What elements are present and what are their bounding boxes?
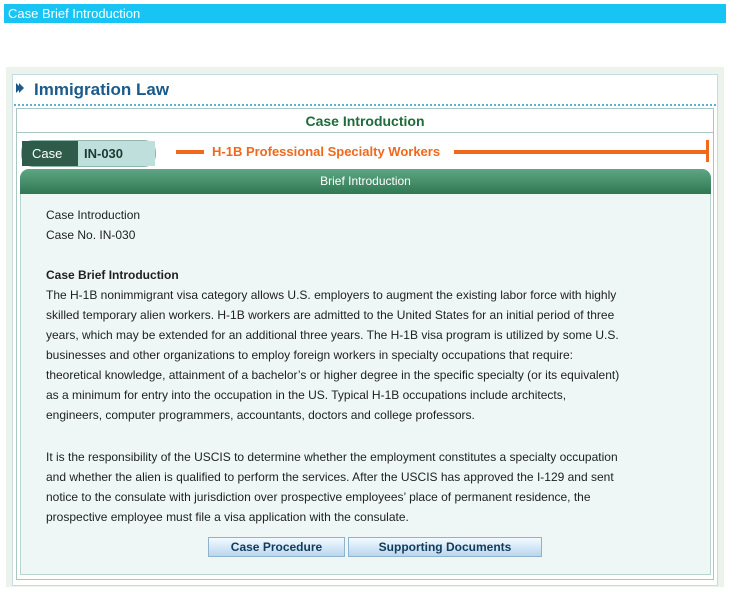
paragraph-line: engineers, computer programmers, accountants, doctors and college professors. <box>46 408 475 422</box>
case-number-badge <box>21 140 156 167</box>
divider <box>16 132 714 133</box>
window-title-bar: Case Brief Introduction <box>4 4 726 23</box>
paragraph-line: years, which may be extended for an additional three years. The H-1B visa program is utilized by some U.S. <box>46 328 619 342</box>
paragraph-line: businesses and other organizations to employ foreign workers in specialty occupations that require: <box>46 348 573 362</box>
arrow-right-icon <box>16 79 24 101</box>
paragraph-line: notice to the consulate with jurisdiction over prospective employees’ place of permanent residence, the <box>46 490 591 504</box>
case-procedure-button[interactable]: Case Procedure <box>208 537 345 557</box>
brief-heading: Case Brief Introduction <box>46 268 179 282</box>
paragraph-line: The H-1B nonimmigrant visa category allows U.S. employers to augment the existing labor force with highly <box>46 288 617 302</box>
title-rule-left <box>176 150 204 154</box>
case-number-label: Case <box>22 141 78 166</box>
case-number-value: IN-030 <box>78 141 155 166</box>
paragraph-line: skilled temporary alien workers. H-1B workers are admitted to the United States for an initial period of three <box>46 308 615 322</box>
supporting-documents-button[interactable]: Supporting Documents <box>348 537 542 557</box>
tab-brief-introduction: Brief Introduction <box>20 169 711 194</box>
paragraph-line: theoretical knowledge, attainment of a bachelor’s or higher degree in the specific specialty (or its equivalent) <box>46 368 620 382</box>
title-rule-right <box>454 150 708 154</box>
case-introduction-title: Case Introduction <box>305 113 425 129</box>
paragraph-line: as a minimum for entry into the occupation in the US. Typical H-1B occupations include architects, <box>46 388 567 402</box>
paragraph-line: prospective employee must file a visa application with the consulate. <box>46 510 409 524</box>
intro-line: Case Introduction <box>46 208 141 222</box>
panel-title-text: Immigration Law <box>34 80 170 99</box>
title-rule-end <box>706 140 709 162</box>
paragraph-line: and whether the alien is qualified to perform the services. After the USCIS has approved the I-129 and sent <box>46 470 614 484</box>
paragraph-line: It is the responsibility of the USCIS to determine whether the employment constitutes a specialty occupation <box>46 450 618 464</box>
intro-line: Case No. IN-030 <box>46 228 136 242</box>
panel-title <box>16 79 169 101</box>
case-title: H-1B Professional Specialty Workers <box>212 144 441 159</box>
divider <box>14 104 716 106</box>
